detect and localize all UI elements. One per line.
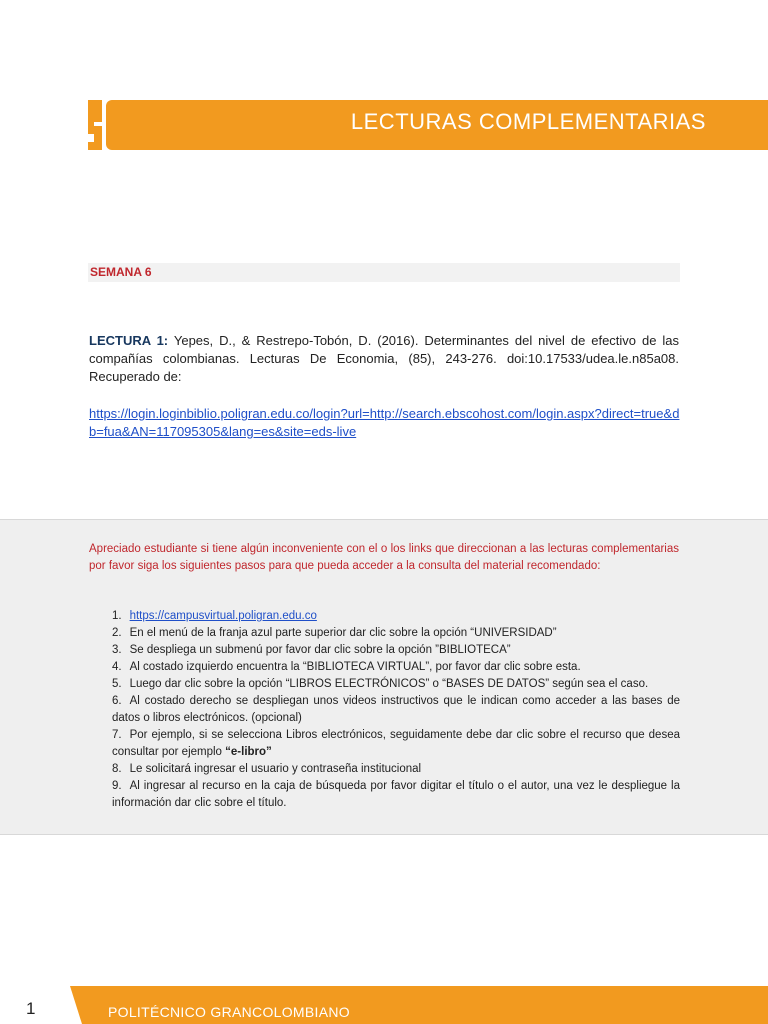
campus-link[interactable]: https://campusvirtual.poligran.edu.co (129, 610, 317, 622)
step-item: 4. Al costado izquierdo encuentra la “BIBLIOTECA VIRTUAL”, por favor dar clic sobre esta. (112, 661, 581, 673)
notice-intro: Apreciado estudiante si tiene algún inconveniente con el o los links que direccionan a las lecturas complementarias por favor siga los siguientes pasos para que pueda acceder a la consulta del material recomendado: (89, 543, 679, 572)
section-label: SEMANA 6 (90, 265, 152, 279)
section-bar (88, 263, 680, 282)
reading-citation: Yepes, D., & Restrepo-Tobón, D. (2016). Determinantes del nivel de efectivo de las compañías colombianas. Lecturas De Economia, (85), 243-276. doi:10.17533/udea.le.n85a08. Recuperado de: (89, 333, 680, 384)
step-item: 1. https://campusvirtual.poligran.edu.co (112, 610, 317, 622)
reading-label: LECTURA 1: (89, 333, 169, 348)
reading-link[interactable]: https://login.loginbiblio.poligran.edu.co/login?url=http://search.ebscohost.com/login.aspx?direct=true&db=fua&AN=117095305&lang=es&site=eds-live (89, 406, 680, 439)
reading-citation-block (89, 332, 679, 386)
notice-box (0, 519, 768, 835)
section-number-logo (86, 96, 106, 154)
footer (0, 986, 768, 1024)
header-bar (106, 100, 768, 150)
page-number: 1 (26, 999, 36, 1018)
step-item: 8. Le solicitará ingresar el usuario y contraseña institucional (112, 763, 422, 775)
step-item: 7. Por ejemplo, si se selecciona Libros electrónicos, seguidamente debe dar clic sobre el recurso que desea consultar por ejemplo “e-libro” (112, 729, 680, 758)
page-title: LECTURAS COMPLEMENTARIAS (350, 109, 706, 134)
steps-list (112, 608, 680, 812)
step-item: 6. Al costado derecho se despliegan unos videos instructivos que le indican como acceder a las bases de datos o libros electrónicos. (opcional) (112, 695, 680, 724)
step-item: 3. Se despliega un submenú por favor dar clic sobre la opción ”BIBLIOTECA” (112, 644, 511, 656)
step-item: 2. En el menú de la franja azul parte superior dar clic sobre la opción “UNIVERSIDAD” (112, 627, 557, 639)
step-item: 9. Al ingresar al recurso en la caja de búsqueda por favor digitar el título o el autor, una vez le despliegue la información dar clic sobre el título. (112, 780, 680, 809)
step-item: 5. Luego dar clic sobre la opción “LIBROS ELECTRÓNICOS” o “BASES DE DATOS” según sea el caso. (112, 678, 649, 690)
organization-name: POLITÉCNICO GRANCOLOMBIANO (108, 1004, 350, 1020)
